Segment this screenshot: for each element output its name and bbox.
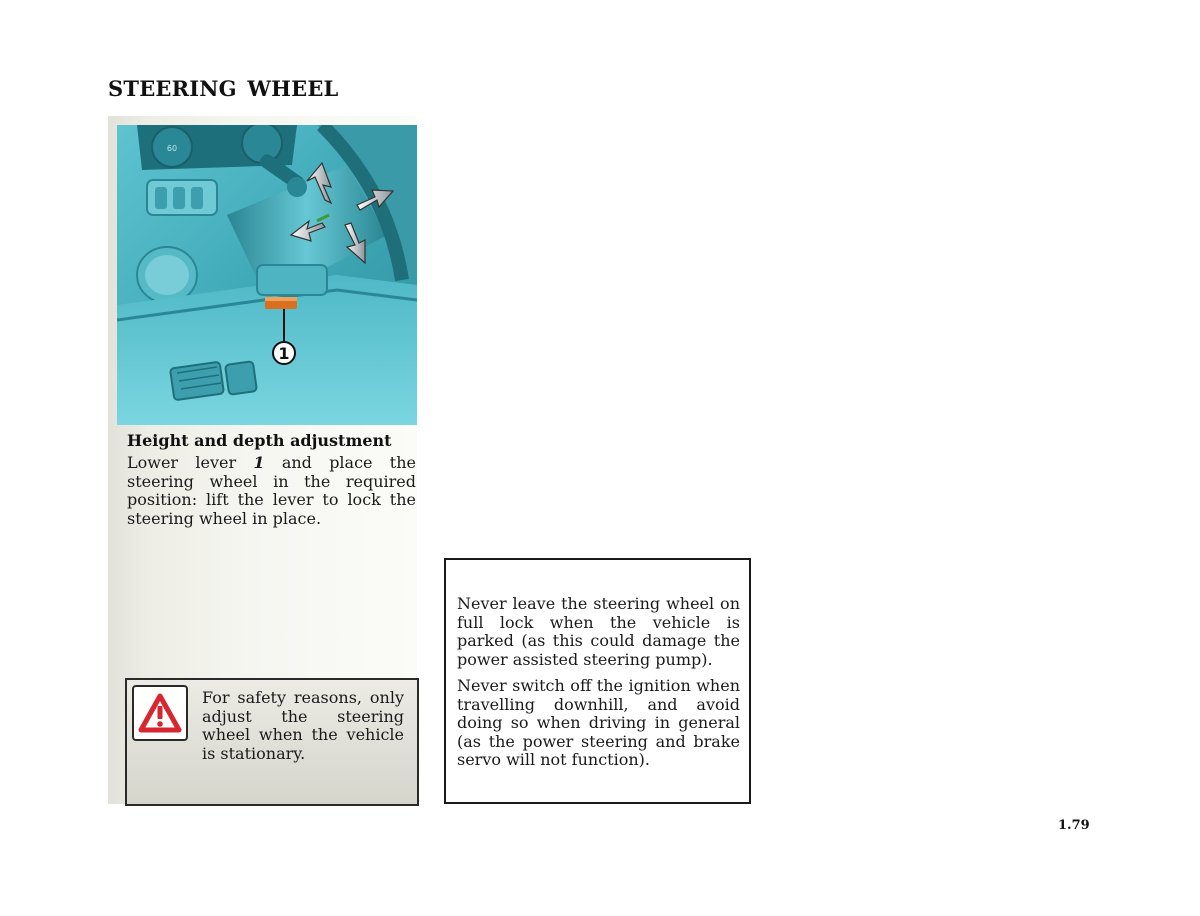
important-notice-box: [444, 558, 751, 804]
callout-number: 1: [278, 344, 290, 363]
warning-triangle-icon: [138, 693, 182, 733]
safety-warning-box: [125, 678, 419, 806]
svg-text:60: 60: [166, 144, 178, 153]
body-text-end: and place the steering wheel in the required position: lift the lever to lock the steering wheel in place.: [127, 453, 417, 528]
safety-warning-text: For safety reasons, only adjust the steering wheel when the vehicle is stationary.: [202, 688, 404, 763]
notice-paragraph: Never leave the steering wheel on full lock when the vehicle is parked (as this could damage the power assisted steering pump).: [457, 594, 740, 669]
lever-reference: 1: [253, 453, 265, 472]
warning-icon-frame: [132, 685, 188, 741]
steering-column-illustration: [117, 125, 417, 425]
notice-paragraph: Never switch off the ignition when travelling downhill, and avoid doing so when driving in general (as the power steering and brake servo will not function).: [457, 676, 740, 769]
section-heading: Height and depth adjustment: [127, 431, 392, 450]
body-text-start: Lower lever: [127, 453, 254, 472]
page-title: STEERING WHEEL: [108, 76, 339, 101]
page-number: 1.79: [1058, 818, 1090, 833]
section-body: [127, 454, 416, 528]
height-depth-adjustment-section: [127, 431, 416, 528]
